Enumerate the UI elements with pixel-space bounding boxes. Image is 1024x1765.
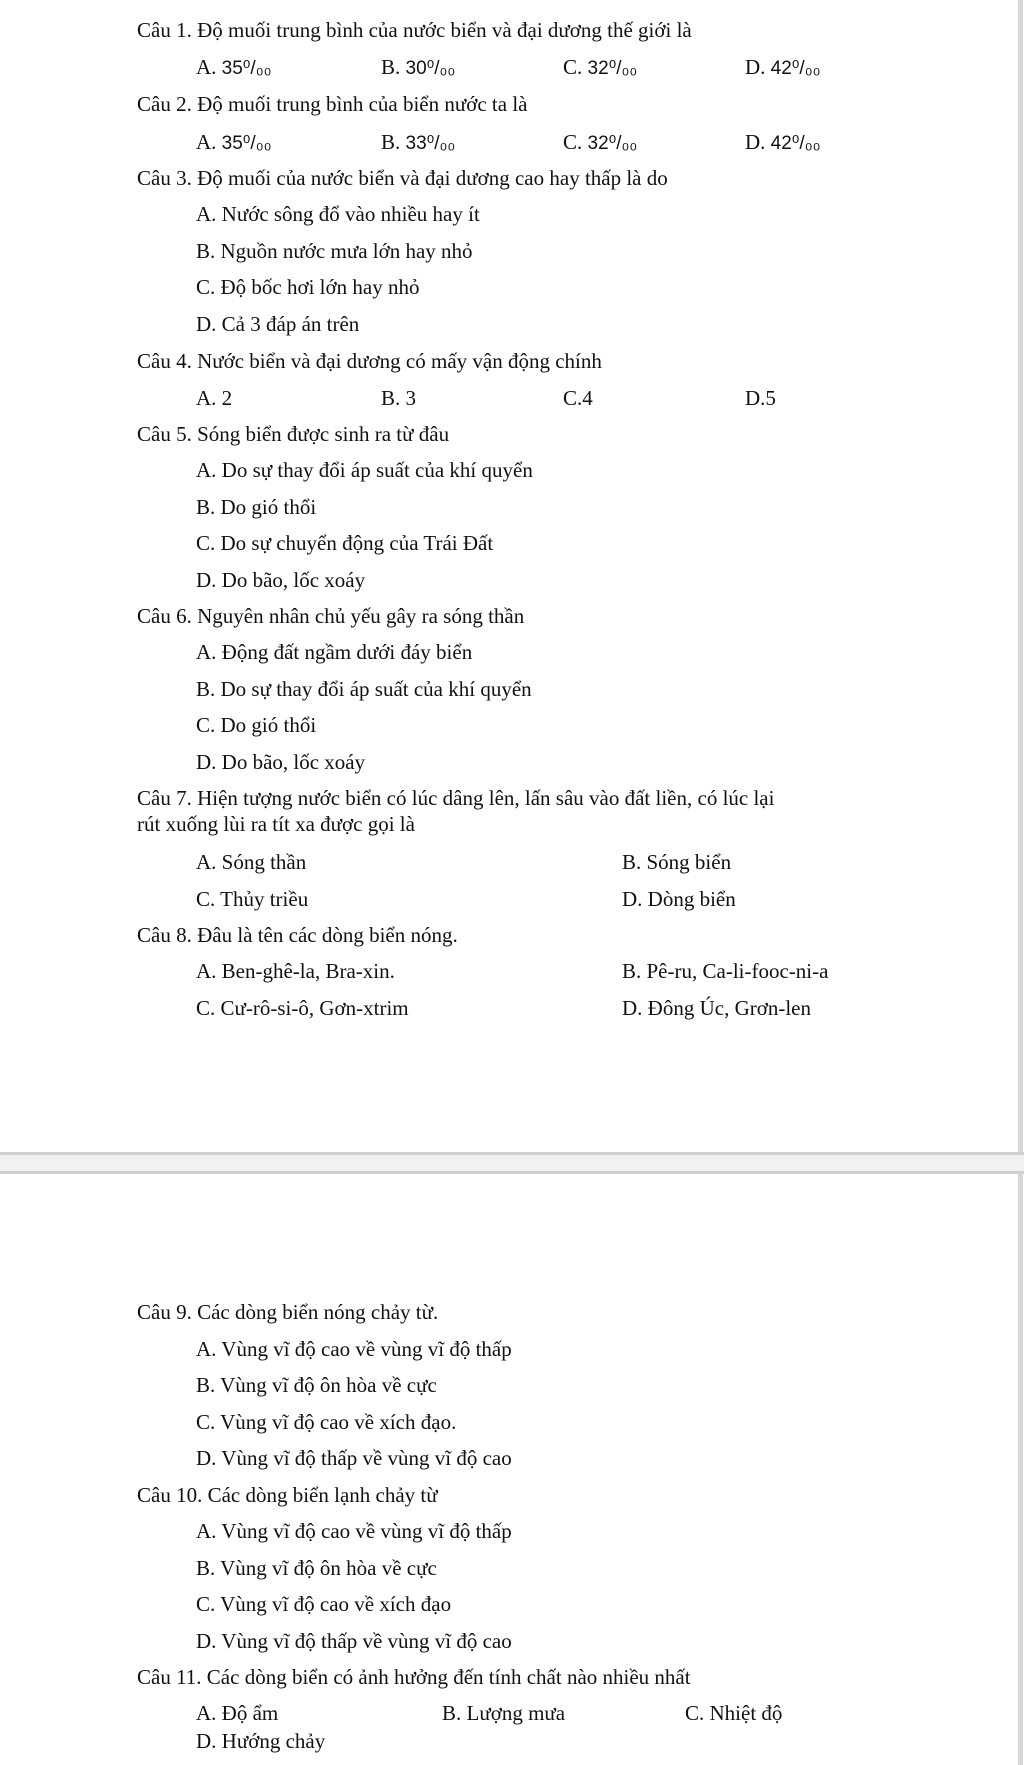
question-3-option-c: C. Độ bốc hơi lớn hay nhỏ xyxy=(196,275,420,299)
document-page-2 xyxy=(0,1174,1023,1765)
question-1-option-b: B. 30⁰/₀₀ xyxy=(381,55,456,79)
question-2-option-d: D. 42⁰/₀₀ xyxy=(745,130,821,154)
question-4-option-a: A. 2 xyxy=(196,386,233,410)
question-9-option-a: A. Vùng vĩ độ cao về vùng vĩ độ thấp xyxy=(196,1337,512,1361)
question-1-option-d: D. 42⁰/₀₀ xyxy=(745,55,821,79)
question-10-option-c: C. Vùng vĩ độ cao về xích đạo xyxy=(196,1592,452,1616)
question-4-title: Câu 4. Nước biển và đại dương có mấy vận động chính xyxy=(137,349,602,373)
question-5-title: Câu 5. Sóng biển được sinh ra từ đâu xyxy=(137,422,450,446)
question-6-option-b: B. Do sự thay đổi áp suất của khí quyển xyxy=(196,677,532,701)
question-11-option-b: B. Lượng mưa xyxy=(442,1701,566,1725)
question-2-option-a: A. 35⁰/₀₀ xyxy=(196,130,272,154)
question-7-option-a: A. Sóng thần xyxy=(196,850,307,874)
question-5-option-b: B. Do gió thổi xyxy=(196,495,317,519)
question-6-option-d: D. Do bão, lốc xoáy xyxy=(196,750,366,774)
question-7-title-line-2: rút xuống lùi ra tít xa được gọi là xyxy=(137,812,415,836)
question-9-title: Câu 9. Các dòng biển nóng chảy từ. xyxy=(137,1300,439,1324)
question-9-option-b: B. Vùng vĩ độ ôn hòa về cực xyxy=(196,1373,437,1397)
question-8-option-b: B. Pê-ru, Ca-li-fooc-ni-a xyxy=(622,959,829,983)
question-7-option-b: B. Sóng biển xyxy=(622,850,732,874)
question-1-option-c: C. 32⁰/₀₀ xyxy=(563,55,638,79)
question-5-option-c: C. Do sự chuyển động của Trái Đất xyxy=(196,531,494,555)
question-8-option-c: C. Cư-rô-si-ô, Gơn-xtrim xyxy=(196,996,409,1020)
question-11-option-c: C. Nhiệt độ xyxy=(685,1701,783,1725)
question-4-option-d: D.5 xyxy=(745,386,776,410)
question-7-option-d: D. Dòng biển xyxy=(622,887,736,911)
question-6-title: Câu 6. Nguyên nhân chủ yếu gây ra sóng thần xyxy=(137,604,525,628)
question-10-option-b: B. Vùng vĩ độ ôn hòa về cực xyxy=(196,1556,437,1580)
question-11-option-a: A. Độ ẩm xyxy=(196,1701,279,1725)
question-5-option-d: D. Do bão, lốc xoáy xyxy=(196,568,366,592)
question-3-option-d: D. Cả 3 đáp án trên xyxy=(196,312,360,336)
question-4-option-c: C.4 xyxy=(563,386,593,410)
question-2-title: Câu 2. Độ muối trung bình của biển nước ta là xyxy=(137,92,528,116)
question-1-option-a: A. 35⁰/₀₀ xyxy=(196,55,272,79)
question-10-option-d: D. Vùng vĩ độ thấp về vùng vĩ độ cao xyxy=(196,1629,512,1653)
question-2-option-c: C. 32⁰/₀₀ xyxy=(563,130,638,154)
question-7-option-c: C. Thủy triều xyxy=(196,887,309,911)
question-8-option-d: D. Đông Úc, Grơn-len xyxy=(622,996,811,1020)
question-3-option-a: A. Nước sông đổ vào nhiều hay ít xyxy=(196,202,480,226)
question-4-option-b: B. 3 xyxy=(381,386,417,410)
question-10-title: Câu 10. Các dòng biển lạnh chảy từ xyxy=(137,1483,438,1507)
question-6-option-c: C. Do gió thổi xyxy=(196,713,317,737)
question-2-option-b: B. 33⁰/₀₀ xyxy=(381,130,456,154)
question-11-title: Câu 11. Các dòng biển có ảnh hưởng đến tính chất nào nhiều nhất xyxy=(137,1665,691,1689)
question-1-title: Câu 1. Độ muối trung bình của nước biển và đại dương thế giới là xyxy=(137,18,692,42)
question-10-option-a: A. Vùng vĩ độ cao về vùng vĩ độ thấp xyxy=(196,1519,512,1543)
question-9-option-d: D. Vùng vĩ độ thấp về vùng vĩ độ cao xyxy=(196,1446,512,1470)
question-9-option-c: C. Vùng vĩ độ cao về xích đạo. xyxy=(196,1410,457,1434)
question-6-option-a: A. Động đất ngầm dưới đáy biển xyxy=(196,640,473,664)
question-8-title: Câu 8. Đâu là tên các dòng biển nóng. xyxy=(137,923,458,947)
question-8-option-a: A. Ben-ghê-la, Bra-xin. xyxy=(196,959,395,983)
question-3-option-b: B. Nguồn nước mưa lớn hay nhỏ xyxy=(196,239,473,263)
question-11-option-d: D. Hướng chảy xyxy=(196,1729,326,1753)
question-3-title: Câu 3. Độ muối của nước biển và đại dương cao hay thấp là do xyxy=(137,166,668,190)
question-7-title-line-1: Câu 7. Hiện tượng nước biển có lúc dâng lên, lấn sâu vào đất liền, có lúc lại xyxy=(137,786,775,810)
page-separator xyxy=(0,1152,1024,1174)
question-5-option-a: A. Do sự thay đổi áp suất của khí quyển xyxy=(196,458,533,482)
